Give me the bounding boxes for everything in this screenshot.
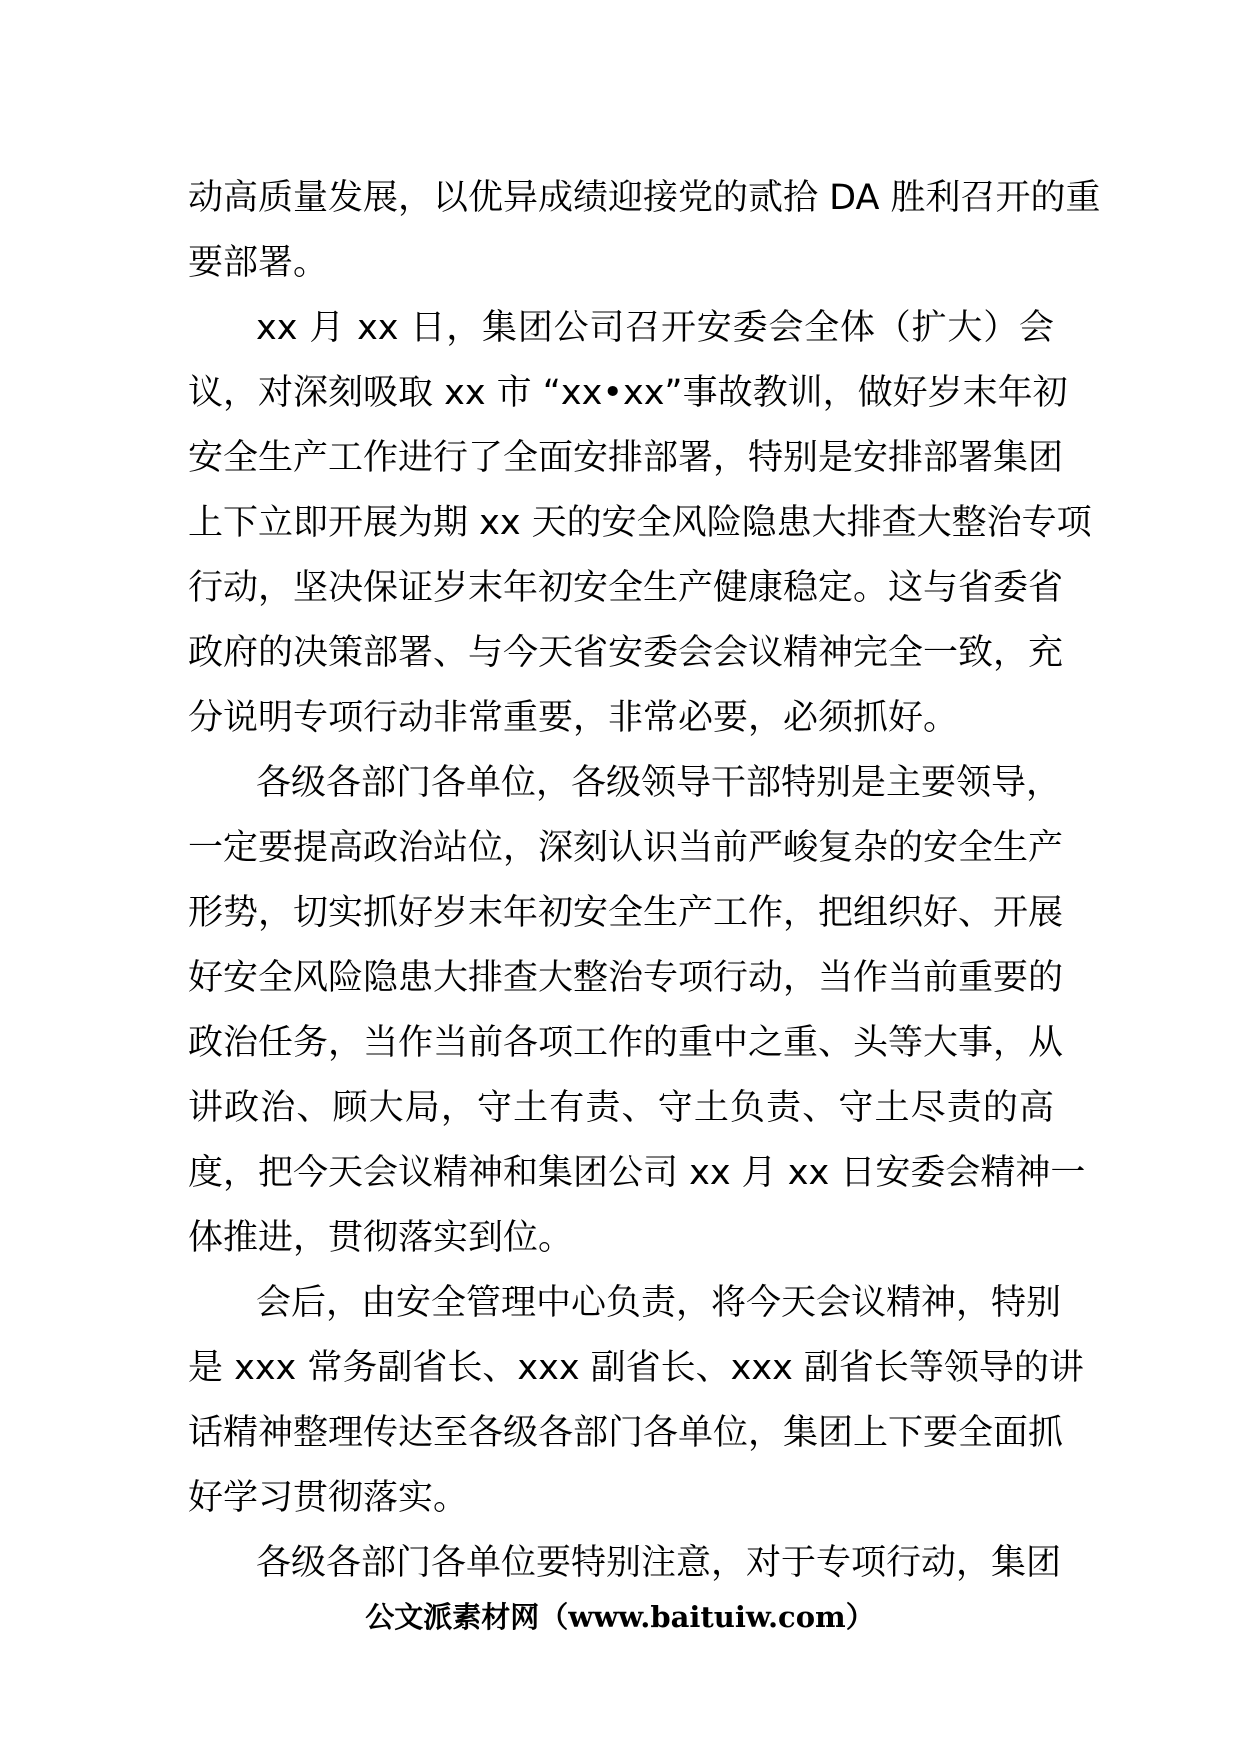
text-line: 度，把今天会议精神和集团公司 xx 月 xx 日安委会精神一 [188,1153,1086,1193]
paragraph-2 [188,296,1092,751]
text-line: 要部署。 [188,243,329,283]
text-line: 好安全风险隐患大排查大整治专项行动，当作当前重要的 [188,958,1064,998]
text-line: 体推进，贯彻落实到位。 [188,1218,574,1258]
text-line: 各级各部门各单位，各级领导干部特别是主要领导， [256,763,1062,803]
text-line: 讲政治、顾大局，守土有责、守土负责、守土尽责的高 [188,1088,1054,1128]
text-line: 安全生产工作进行了全面安排部署，特别是安排部署集团 [188,438,1064,478]
text-line: 政治任务，当作当前各项工作的重中之重、头等大事，从 [188,1023,1064,1063]
text-line: 形势，切实抓好岁末年初安全生产工作，把组织好、开展 [188,893,1064,933]
text-line: 会后，由安全管理中心负责，将今天会议精神，特别 [256,1283,1062,1323]
text-line: 是 xxx 常务副省长、xxx 副省长、xxx 副省长等领导的讲 [188,1348,1084,1388]
text-line: 一定要提高政治站位，深刻认识当前严峻复杂的安全生产 [188,828,1064,868]
text-line: 政府的决策部署、与今天省安委会会议精神完全一致，充 [188,633,1064,673]
document-body [188,166,1101,1596]
text-line: 分说明专项行动非常重要，非常必要，必须抓好。 [188,698,959,738]
page-footer-watermark: 公文派素材网（www.baituiw.com） [365,1600,875,1634]
text-line: 话精神整理传达至各级各部门各单位，集团上下要全面抓 [188,1413,1064,1453]
paragraph-3 [188,751,1086,1271]
text-line: 好学习贯彻落实。 [188,1478,469,1518]
text-line: 各级各部门各单位要特别注意，对于专项行动，集团 [256,1543,1062,1583]
text-line: 行动，坚决保证岁末年初安全生产健康稳定。这与省委省 [188,568,1064,608]
paragraph-4 [188,1271,1084,1531]
paragraph-1 [188,166,1101,296]
text-line: xx 月 xx 日，集团公司召开安委会全体（扩大）会 [256,308,1054,348]
text-line: 动高质量发展，以优异成绩迎接党的贰拾 DA 胜利召开的重 [188,178,1101,218]
paragraph-5 [188,1531,1062,1596]
text-line: 议，对深刻吸取 xx 市 “xx•xx”事故教训，做好岁末年初 [188,373,1068,413]
text-line: 上下立即开展为期 xx 天的安全风险隐患大排查大整治专项 [188,503,1092,543]
